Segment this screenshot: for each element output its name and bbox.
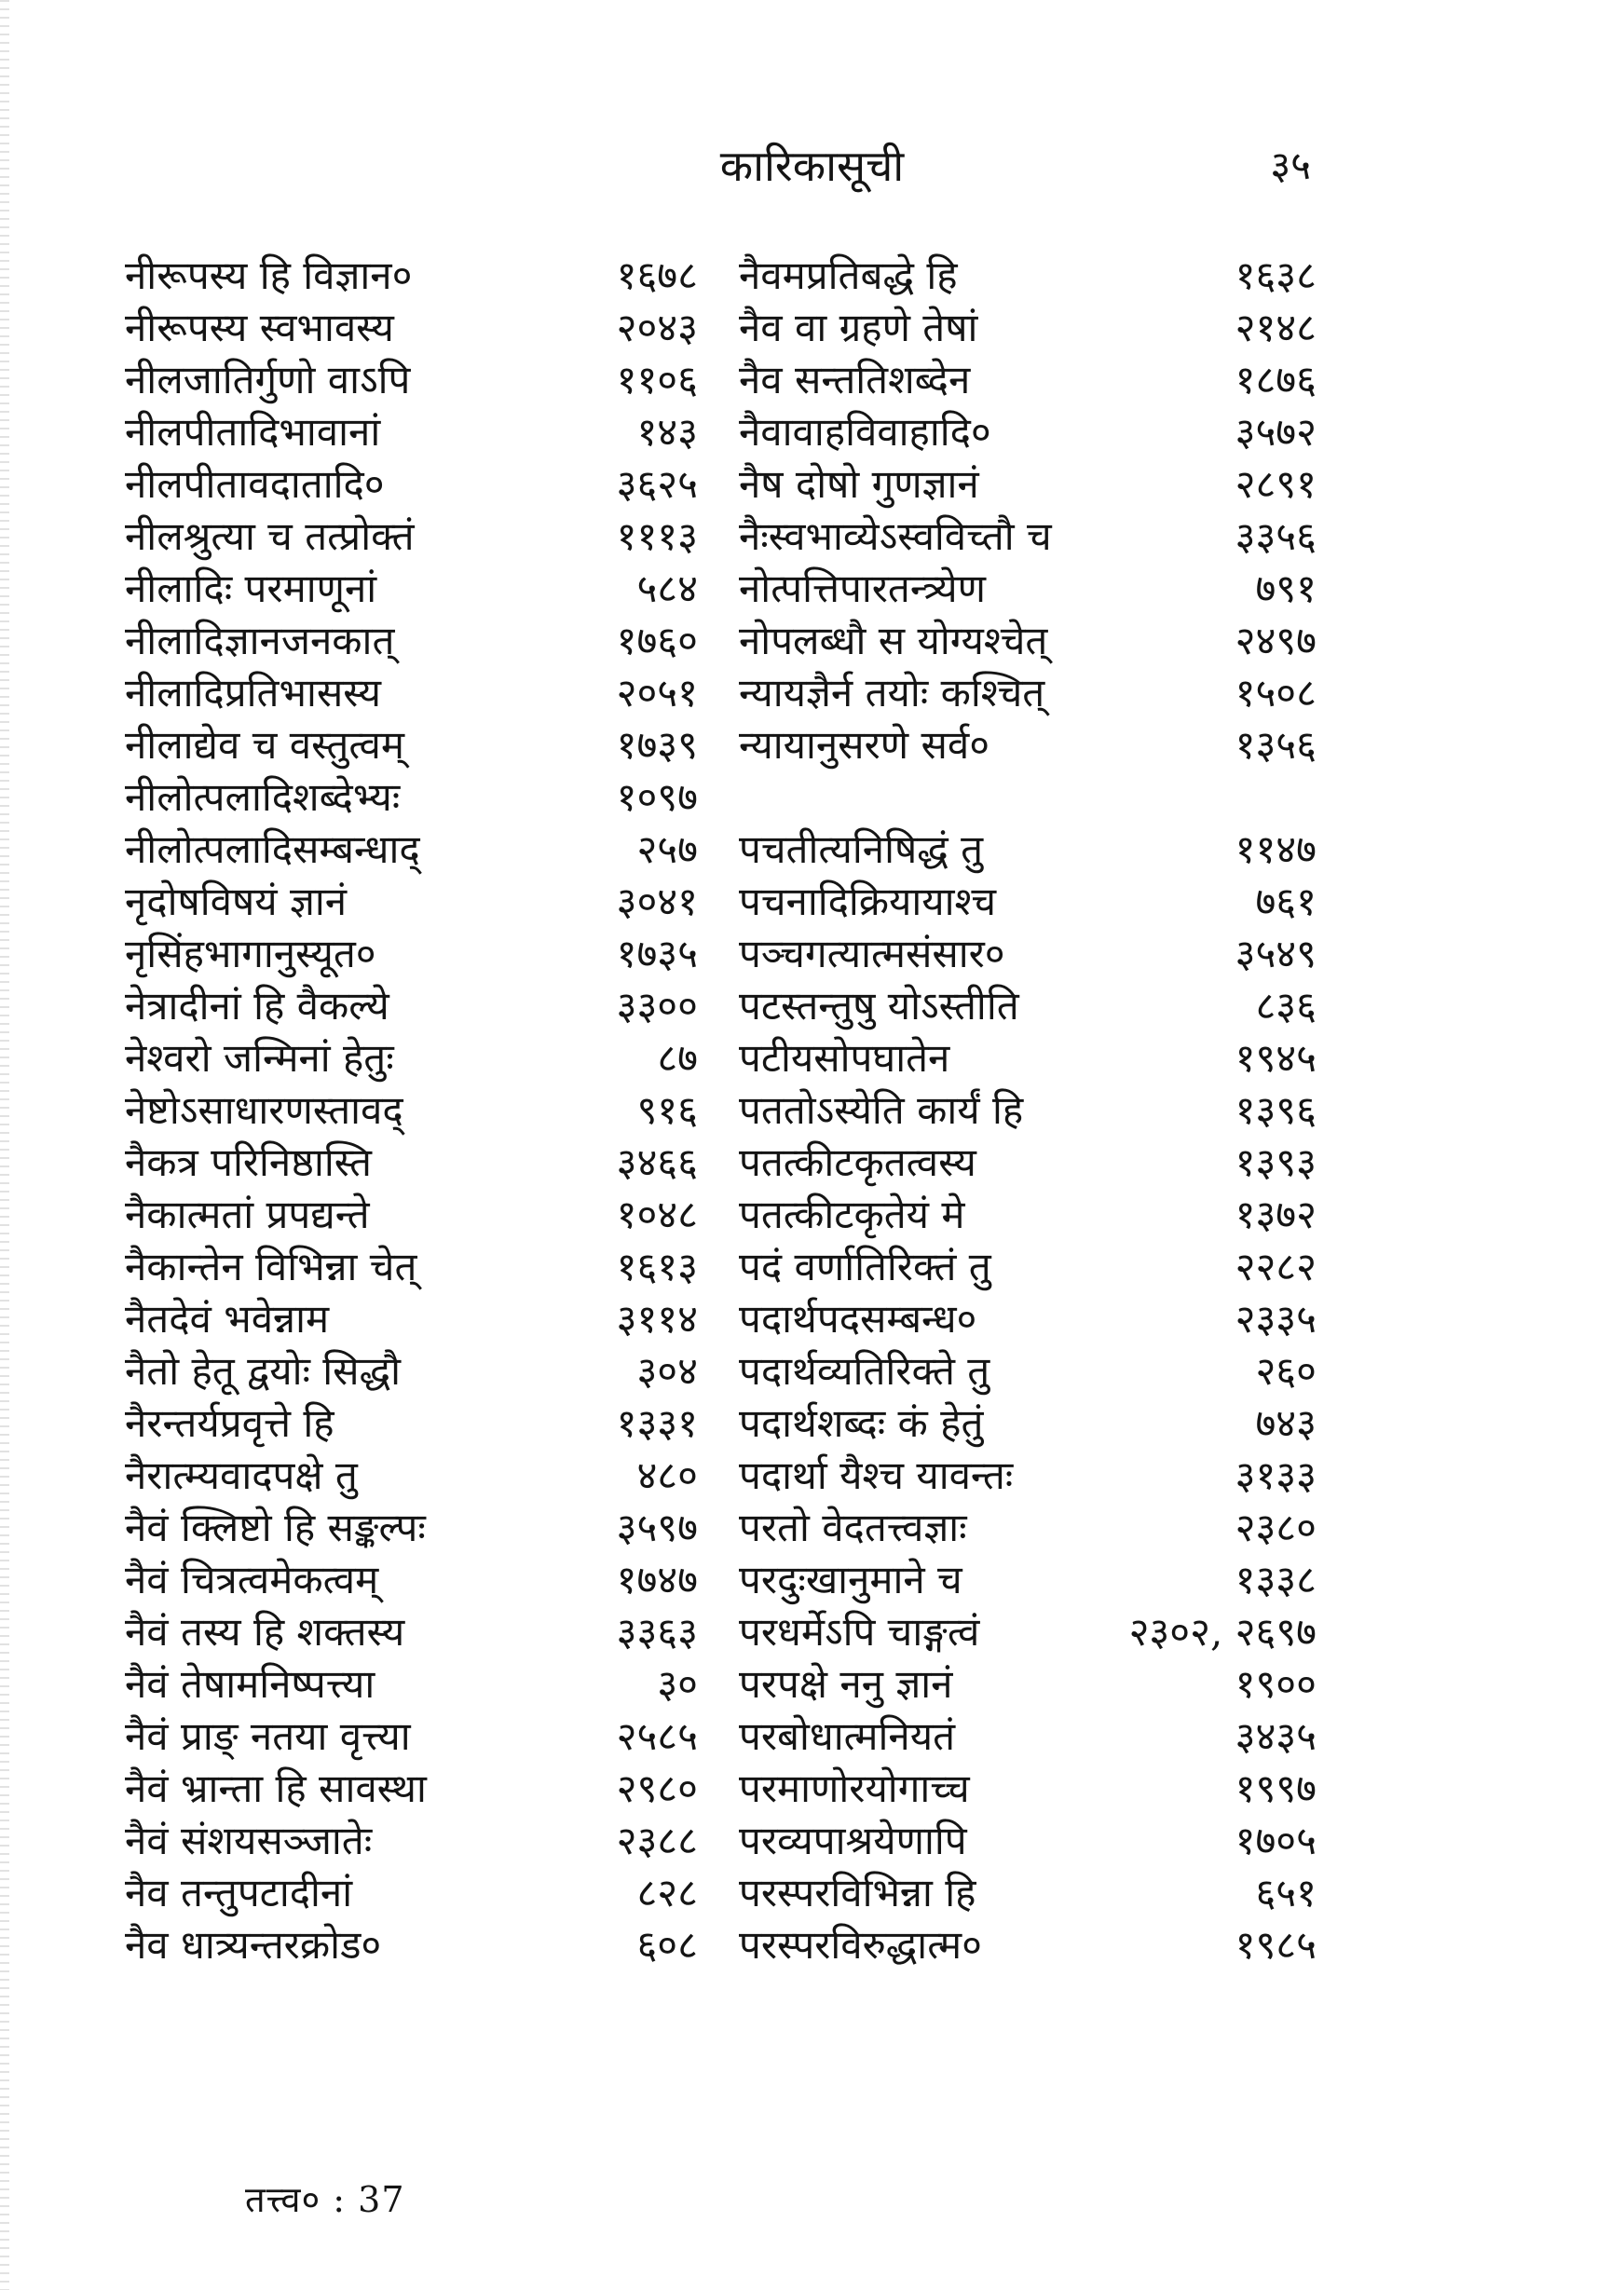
entry-term: नेष्टोऽसाधारणस्तावद् [125,1087,403,1133]
index-entry [125,1711,698,1763]
index-entry [125,302,698,354]
index-entry [125,1189,698,1241]
entry-reference-number: ३३०० [616,983,698,1029]
index-entry [739,511,1317,563]
index-entry [739,1763,1317,1815]
entry-reference-number: ८३६ [1255,983,1317,1029]
entry-term: नीलोत्पलादिशब्देभ्यः [125,774,401,820]
entry-term: पचनादिक्रियायाश्च [739,879,997,924]
index-entry [125,1554,698,1606]
entry-reference-number: २०५१ [616,670,698,716]
entry-term: परतो वेदतत्त्वज्ञाः [739,1505,967,1550]
entry-term: नैव सन्ततिशब्देन [739,357,971,402]
index-entry [739,406,1317,458]
index-entry [125,1502,698,1554]
index-entry [125,615,698,667]
entry-reference-number: ११०६ [616,357,698,402]
entry-term: नैवमप्रतिबद्धे हि [739,252,958,298]
entry-term: परदुःखानुमाने च [739,1557,962,1602]
entry-term: नृदोषविषयं ज्ञानं [125,879,348,924]
entry-reference-number: १३९६ [1235,1087,1317,1133]
index-entry [125,458,698,511]
entry-term: पतत्कीटकृतेयं मे [739,1192,965,1237]
entry-reference-number: १९४५ [1235,1035,1317,1081]
index-entry [739,771,1317,824]
entry-term: नैकान्तेन विभिन्ना चेत् [125,1244,417,1289]
index-entry [125,771,698,824]
index-entry [739,1293,1317,1345]
index-entry [739,1189,1317,1241]
entry-term: नीलजातिर्गुणो वाऽपि [125,357,411,402]
entry-term: परधर्मेऽपि चाङ्गत्वं [739,1609,980,1655]
entry-term: नीलश्रुत्या च तत्प्रोक्तं [125,513,415,559]
entry-reference-number: ११४७ [1235,826,1317,872]
index-entry [739,1919,1317,1971]
index-entry [125,1032,698,1084]
index-entry [739,1867,1317,1919]
entry-reference-number: २३३५ [1235,1296,1317,1342]
index-entry [739,458,1317,511]
entry-reference-number: २०४३ [616,305,698,350]
entry-reference-number: १७०५ [1235,1818,1317,1863]
entry-reference-number: १७६० [616,618,698,663]
entry-reference-number: ६०८ [636,1922,698,1968]
entry-reference-number: ७९१ [1255,566,1317,611]
index-entry [125,876,698,928]
index-entry [125,1919,698,1971]
entry-term: नीलादिः परमाणूनां [125,566,377,611]
entry-reference-number: २३८८ [616,1818,698,1863]
index-entry [125,1606,698,1658]
entry-term: नैव तन्तुपटादीनां [125,1870,353,1915]
entry-term: नोपलब्धौ स योग्यश्चेत् [739,618,1048,663]
index-entry [739,563,1317,615]
entry-reference-number: २५८५ [616,1713,698,1759]
entry-reference-number: १११३ [616,513,698,559]
entry-reference-number: ८७ [657,1035,698,1081]
entry-term: परस्परविभिन्ना हि [739,1870,976,1915]
entry-reference-number: १४३ [636,409,698,455]
entry-term: नैवं चित्रत्वमेकत्वम् [125,1557,379,1602]
index-entry [739,667,1317,719]
entry-reference-number: ७४३ [1255,1400,1317,1446]
entry-term: नैवं तस्य हि शक्तस्य [125,1609,405,1655]
index-entry [739,1084,1317,1137]
index-entry [739,1397,1317,1450]
signature-mark: तत्त्व० : 37 [245,2179,405,2220]
entry-term: नैवं भ्रान्ता हि सावस्था [125,1765,427,1811]
index-entry [125,250,698,302]
index-entry [125,1450,698,1502]
entry-reference-number: ३०४ [636,1348,698,1394]
entry-term: पदार्था यैश्च यावन्तः [739,1452,1014,1498]
index-entry [125,1084,698,1137]
entry-term: न्यायानुसरणे सर्व० [739,722,990,768]
index-entry [739,1606,1317,1658]
index-entry [125,1867,698,1919]
index-entry [739,302,1317,354]
entry-reference-number: ७६१ [1255,879,1317,924]
index-entry [739,980,1317,1032]
entry-term: परपक्षे ननु ज्ञानं [739,1661,953,1707]
entry-reference-number: ३४३५ [1235,1713,1317,1759]
index-entry [125,563,698,615]
entry-reference-number: २४९७ [1235,618,1317,663]
entry-reference-number: ३५४९ [1235,931,1317,976]
index-entry [125,1137,698,1189]
entry-reference-number: १३५६ [1235,722,1317,768]
entry-reference-number: १८७६ [1235,357,1317,402]
index-entry [125,1397,698,1450]
index-entry [739,1711,1317,1763]
entry-reference-number: २३८० [1235,1505,1317,1550]
page-title: कारिकासूची [719,141,905,191]
index-entry [125,1241,698,1293]
entry-reference-number: ३५७२ [1235,409,1317,455]
entry-term: नोत्पत्तिपारतन्त्र्येण [739,566,986,611]
entry-term: नीलादिप्रतिभासस्य [125,670,381,716]
entry-term: पचतीत्यनिषिद्धं तु [739,826,984,872]
entry-term: नैवं तेषामनिष्पत्त्या [125,1661,375,1707]
entry-term: पटीयसोपघातेन [739,1035,950,1081]
entry-reference-number: ३३५६ [1235,513,1317,559]
entry-term: नैवं प्राङ् नतया वृत्त्या [125,1713,411,1759]
index-entry [739,876,1317,928]
entry-term: नैव वा ग्रहणे तेषां [739,305,978,350]
entry-reference-number: ३६२५ [616,461,698,507]
entry-term: नैतो हेतू द्वयोः सिद्धौ [125,1348,402,1394]
index-entry [739,1554,1317,1606]
entry-term: परस्परविरुद्धात्म० [739,1922,982,1968]
entry-reference-number: २९८० [616,1765,698,1811]
index-entry [125,1658,698,1711]
entry-term: पदार्थशब्दः कं हेतुं [739,1400,984,1446]
entry-reference-number: २३०२, २६९७ [1128,1609,1317,1655]
entry-reference-number: २५७ [636,826,698,872]
entry-term: पदार्थपदसम्बन्ध० [739,1296,977,1342]
entry-term: पततोऽस्येति कार्यं हि [739,1087,1024,1133]
index-entry [125,667,698,719]
entry-reference-number: १९०० [1235,1661,1317,1707]
entry-reference-number: १६१३ [616,1244,698,1289]
entry-term: नीलाद्येव च वस्तुत्वम् [125,722,404,768]
index-entry [739,928,1317,980]
entry-term: नैरन्तर्यप्रवृत्ते हि [125,1400,334,1446]
index-entry [125,719,698,771]
entry-term: परबोधात्मनियतं [739,1713,956,1759]
entry-term: नैवं संशयसञ्जातेः [125,1818,373,1863]
page-binding-edge [0,0,9,2290]
entry-reference-number: ६५१ [1255,1870,1317,1915]
entry-term: नैतदेवं भवेन्नाम [125,1296,330,1342]
index-entry [739,1345,1317,1397]
index-entry [125,511,698,563]
entry-term: पदार्थव्यतिरिक्ते तु [739,1348,990,1394]
entry-term: नैरात्म्यवादपक्षे तु [125,1452,358,1498]
entry-reference-number: १३९३ [1235,1139,1317,1185]
index-entry [739,824,1317,876]
index-entry [125,980,698,1032]
entry-reference-number: १९८५ [1235,1922,1317,1968]
entry-reference-number: ८२८ [636,1870,698,1915]
index-entry [739,1032,1317,1084]
entry-reference-number: ३३६३ [616,1609,698,1655]
index-entry [739,1241,1317,1293]
index-entry [739,1815,1317,1867]
entry-term: नीलोत्पलादिसम्बन्धाद् [125,826,420,872]
entry-reference-number: १०४८ [616,1192,698,1237]
entry-term: नीरूपस्य हि विज्ञान० [125,252,413,298]
entry-term: नैष दोषो गुणज्ञानं [739,461,979,507]
index-entry [739,719,1317,771]
entry-term: पटस्तन्तुषु योऽस्तीति [739,983,1019,1029]
index-entry [739,1137,1317,1189]
entry-term: नेश्वरो जन्मिनां हेतुः [125,1035,394,1081]
entry-term: नैवावाहविवाहादि० [739,409,991,455]
index-entry [125,928,698,980]
entry-term: पतत्कीटकृतत्वस्य [739,1139,976,1185]
entry-reference-number: १९९७ [1235,1765,1317,1811]
entry-term: न्यायज्ञैर्न तयोः कश्चित् [739,670,1045,716]
entry-reference-number: १७३५ [616,931,698,976]
entry-reference-number: २१४८ [1235,305,1317,350]
index-entry [739,354,1317,406]
entry-reference-number: २८९१ [1235,461,1317,507]
entry-term: नैःस्वभाव्येऽस्वविच्तौ च [739,513,1052,559]
entry-reference-number: १३३१ [616,1400,698,1446]
page-number: ३५ [1270,143,1311,188]
entry-term: नैवं क्लिष्टो हि सङ्कल्पः [125,1505,426,1550]
entry-term: नैकात्मतां प्रपद्यन्ते [125,1192,370,1237]
entry-term: नृसिंहभागानुस्यूत० [125,931,376,976]
index-entry [125,1293,698,1345]
entry-reference-number: ३५९७ [616,1505,698,1550]
entry-reference-number: १६३८ [1235,252,1317,298]
entry-reference-number: १५०८ [1235,670,1317,716]
entry-reference-number: १७४७ [616,1557,698,1602]
index-entry [125,1345,698,1397]
entry-term: नैकत्र परिनिष्ठास्ति [125,1139,372,1185]
index-entry [125,1815,698,1867]
left-index-column [125,250,698,1971]
entry-term: पदं वर्णातिरिक्तं तु [739,1244,991,1289]
entry-reference-number: ४८० [636,1452,698,1498]
index-entry [739,250,1317,302]
entry-reference-number: ३११४ [616,1296,698,1342]
entry-term: नैव धात्र्यन्तरक्रोड० [125,1922,382,1968]
entry-reference-number: १६७८ [616,252,698,298]
entry-term: पञ्चगत्यात्मसंसार० [739,931,1005,976]
entry-reference-number: १०९७ [616,774,698,820]
right-index-column [739,250,1317,1971]
entry-reference-number: १३७२ [1235,1192,1317,1237]
entry-term: परव्यपाश्रयेणापि [739,1818,967,1863]
entry-reference-number: ३१३३ [1235,1452,1317,1498]
entry-term: नेत्रादीनां हि वैकल्ये [125,983,389,1029]
entry-reference-number: १३३८ [1235,1557,1317,1602]
entry-reference-number: ५८४ [636,566,698,611]
entry-reference-number: ३०४१ [616,879,698,924]
index-entry [125,354,698,406]
index-entry [739,1450,1317,1502]
entry-reference-number: २६० [1255,1348,1317,1394]
index-entry [125,824,698,876]
entry-term: नीलादिज्ञानजनकात् [125,618,395,663]
entry-term: नीलपीतादिभावानां [125,409,381,455]
entry-term: नीरूपस्य स्वभावस्य [125,305,394,350]
entry-term: नीलपीतावदातादि० [125,461,385,507]
index-entry [739,615,1317,667]
index-entry [739,1502,1317,1554]
entry-reference-number: २२८२ [1235,1244,1317,1289]
index-entry [125,406,698,458]
entry-term: परमाणोरयोगाच्च [739,1765,970,1811]
entry-reference-number: १७३९ [616,722,698,768]
index-entry [739,1658,1317,1711]
entry-reference-number: ३० [657,1661,698,1707]
entry-reference-number: ९१६ [636,1087,698,1133]
entry-reference-number: ३४६६ [616,1139,698,1185]
index-entry [125,1763,698,1815]
